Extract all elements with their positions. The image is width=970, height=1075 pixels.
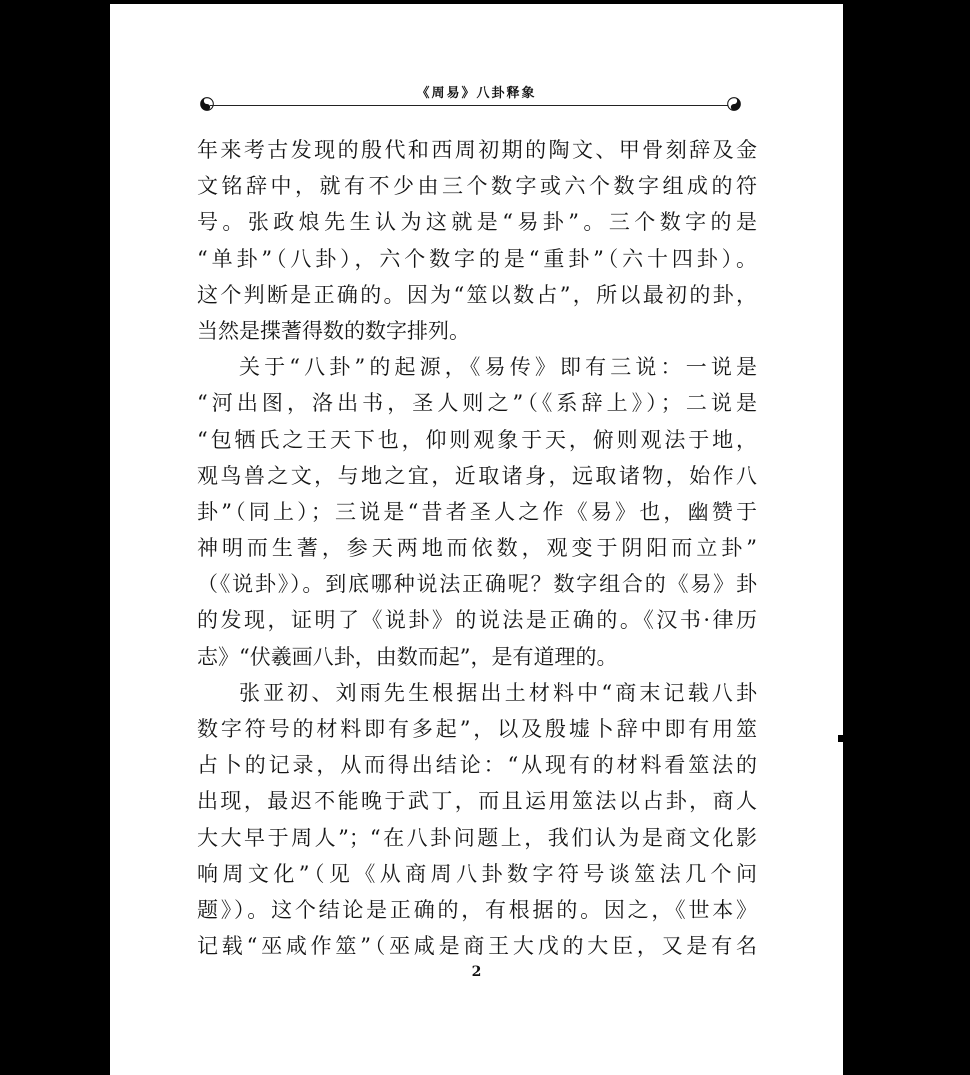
text-line: 神明而生蓍，参天两地而依数，观变于阴阳而立卦”	[197, 536, 757, 561]
book-page	[110, 4, 843, 1075]
header-rule	[210, 105, 730, 106]
text-line: 观鸟兽之文，与地之宜，近取诸身，远取诸物，始作八	[197, 463, 757, 488]
text-line: 张亚初、刘雨先生根据出土材料中“商末记载八卦	[239, 680, 757, 705]
text-line: 号。张政烺先生认为这就是“易卦”。三个数字的是	[197, 210, 757, 235]
text-line: 当然是揲蓍得数的数字排列。	[197, 318, 470, 343]
text-line: 这个判断是正确的。因为“筮以数占”，所以最初的卦，	[197, 282, 757, 307]
scan-artifact	[838, 735, 843, 742]
text-line: 志》“伏羲画八卦，由数而起”，是有道理的。	[197, 644, 618, 669]
text-line: 关于“八卦”的起源，《易传》即有三说：一说是	[239, 355, 757, 380]
text-line: 记载“巫咸作筮”（巫咸是商王大戊的大臣，又是有名	[197, 934, 757, 959]
text-line: 数字符号的材料即有多起”，以及殷墟卜辞中即有用筮	[197, 717, 757, 741]
text-line: “单卦”（八卦），六个数字的是“重卦”（六十四卦）。	[197, 246, 757, 271]
text-line: 的发现，证明了《说卦》的说法是正确的。《汉书·律历	[197, 608, 757, 633]
text-line: 卦”（同上）；三说是“昔者圣人之作《易》也，幽赞于	[197, 499, 757, 524]
yin-yang-icon	[727, 97, 741, 111]
text-line: 出现，最迟不能晚于武丁，而且运用筮法以占卦，商人	[197, 789, 757, 814]
text-line: 响周文化”（见《从商周八卦数字符号谈筮法几个问	[197, 861, 757, 886]
text-line: 大大早于周人”；“在八卦问题上，我们认为是商文化影	[197, 825, 757, 850]
text-line: 文铭辞中，就有不少由三个数字或六个数字组成的符	[197, 174, 757, 199]
text-line: “河出图，洛出书，圣人则之”（《系辞上》）；二说是	[197, 391, 757, 416]
text-line: 题》）。这个结论是正确的，有根据的。因之，《世本》	[197, 897, 757, 922]
text-line: 占卜的记录，从而得出结论：“从现有的材料看筮法的	[197, 753, 757, 778]
text-line: “包牺氏之王天下也，仰则观象于天，俯则观法于地，	[197, 427, 757, 452]
running-header-title: 《周易》八卦释象	[416, 86, 537, 101]
text-line: （《说卦》）。到底哪种说法正确呢？数字组合的《易》卦	[197, 572, 757, 597]
text-line: 年来考古发现的殷代和西周初期的陶文、甲骨刻辞及金	[197, 138, 757, 162]
scan-artifact	[843, 228, 847, 234]
body-text	[197, 132, 757, 964]
page-number: 2	[471, 964, 482, 980]
yin-yang-icon	[200, 97, 214, 111]
